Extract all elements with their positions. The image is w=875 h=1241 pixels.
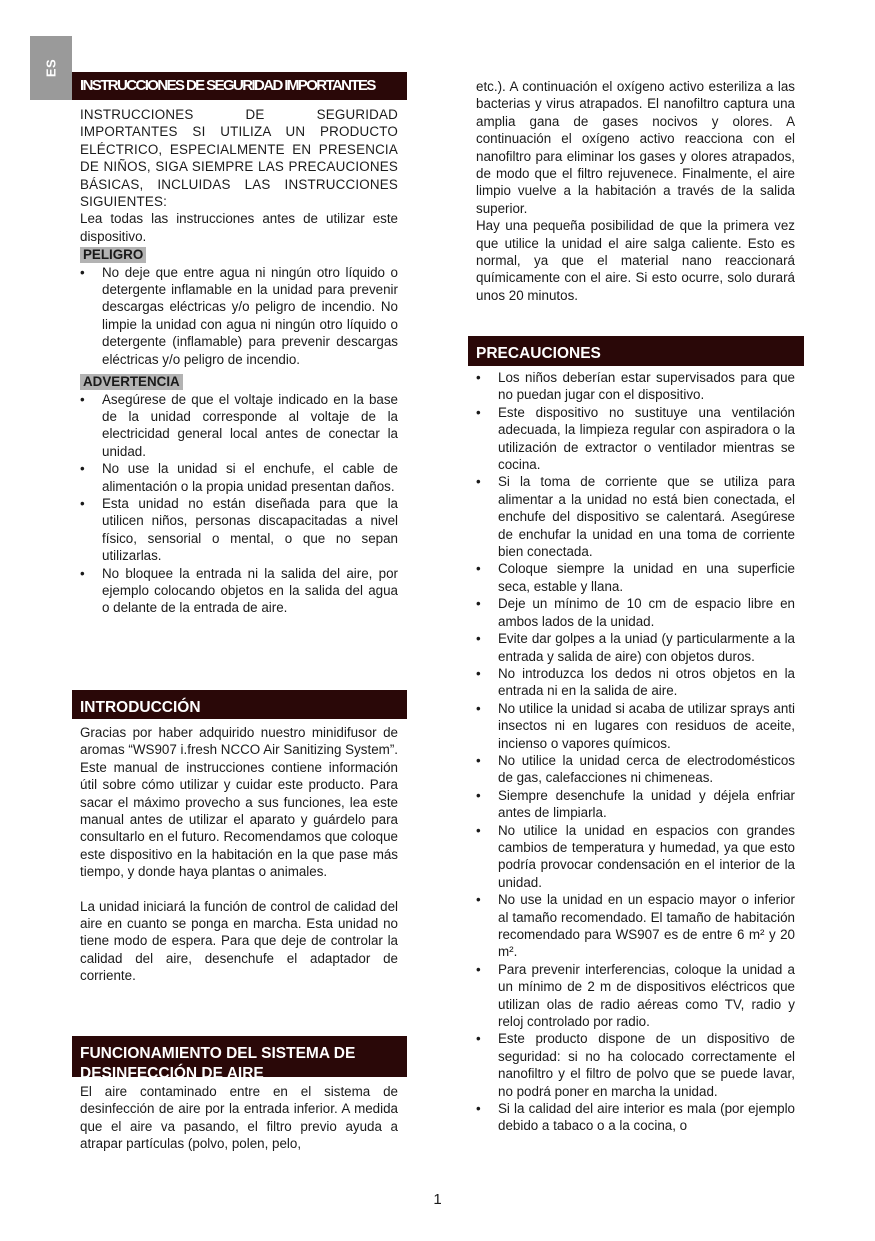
- danger-label: PELIGRO: [80, 247, 146, 263]
- safety-intro: INSTRUCCIONES DE SEGURIDAD IMPORTANTES SI UTILIZA UN PRODUCTO ELÉCTRICO, ESPECIALMENTE EN PRESENCIA DE NIÑOS, SIGA SIEMPRE LAS PRECAUCIONES BÁSICAS, INCLUIDAS LAS INSTRUCCIONES SIGUIENTES:: [80, 107, 398, 210]
- list-item: • No deje que entre agua ni ningún otro líquido o detergente inflamable en la unidad para prevenir descargas eléctricas y/o peligro de incendio. No limpie la unidad con agua ni ningún otro líquido o detergente (inflamable) para prevenir descargas eléctricas y/o peligro de incendio.: [80, 264, 398, 368]
- page-number: 1: [433, 1191, 442, 1208]
- precautions-heading: PRECAUCIONES: [468, 336, 804, 366]
- operation-paragraph-1-end: etc.). A continuación el oxígeno activo esteriliza a las bacterias y virus atrapados. El nanofiltro captura una amplia gana de gases nocivos y olores. A continuación el oxígeno activo reacciona con el nanofiltro para eliminar los gases y olores atrapados, de modo que el filtro rejuvenece. Finalmente, el aire limpio vuelve a la habitación a través de la salida superior.: [476, 79, 795, 216]
- precautions-section: [476, 369, 795, 1135]
- operation-section-start: [80, 1083, 398, 1153]
- list-item: • Evite dar golpes a la uniad (y particularmente a la entrada y salida de aire) con objetos duros.: [476, 630, 795, 665]
- list-item: • Si la calidad del aire interior es mala (por ejemplo debido a tabaco o a la cocina, o: [476, 1100, 795, 1135]
- list-item: • No utilice la unidad cerca de electrodomésticos de gas, calefacciones ni chimeneas.: [476, 752, 795, 787]
- safety-read-note: Lea todas las instrucciones antes de utilizar este dispositivo.: [80, 211, 398, 244]
- list-item: • Este dispositivo no sustituye una ventilación adecuada, la limpieza regular con aspiradora o la utilización de extractor o ventilador mientras se cocina.: [476, 404, 795, 474]
- list-item: • Los niños deberían estar supervisados para que no puedan jugar con el dispositivo.: [476, 369, 795, 404]
- list-item: • Coloque siempre la unidad en una superficie seca, estable y llana.: [476, 560, 795, 595]
- operation-section-continued: [476, 78, 795, 304]
- list-item: • No introduzca los dedos ni otros objetos en la entrada ni en la salida de aire.: [476, 665, 795, 700]
- introduction-section: [80, 724, 398, 985]
- introduction-paragraph-1: Gracias por haber adquirido nuestro minidifusor de aromas “WS907 i.fresh NCCO Air Sanitizing System”. Este manual de instrucciones contiene información útil sobre cómo utilizar y cuidar este producto. Para sacar el máximo provecho a sus funciones, lea este manual antes de utilizar el aparato y guárdelo para consultarlo en el futuro. Recomendamos que coloque este dispositivo en la habitación en la que pase más tiempo, y donde haya plantas o animales.: [80, 725, 398, 880]
- operation-heading: FUNCIONAMIENTO DEL SISTEMA DE DESINFECCIÓN DE AIRE: [72, 1036, 407, 1077]
- warning-list: [80, 391, 398, 617]
- warning-label: ADVERTENCIA: [80, 374, 183, 390]
- precautions-list: [476, 369, 795, 1135]
- list-item: • Deje un mínimo de 10 cm de espacio libre en ambos lados de la unidad.: [476, 595, 795, 630]
- language-tab: [30, 36, 72, 100]
- list-item: • Siempre desenchufe la unidad y déjela enfriar antes de limpiarla.: [476, 787, 795, 822]
- danger-list: [80, 264, 398, 368]
- introduction-paragraph-2: La unidad iniciará la función de control de calidad del aire en cuanto se ponga en marcha. Esta unidad no tiene modo de espera. Para que deje de controlar la calidad del aire, desenchufe el adaptador de corriente.: [80, 898, 398, 984]
- list-item: • Para prevenir interferencias, coloque la unidad a un mínimo de 2 m de dispositivos eléctricos que utilizan olas de radio aéreas como TV, radio y reloj controlado por radio.: [476, 961, 795, 1031]
- list-item: • No bloquee la entrada ni la salida del aire, por ejemplo colocando objetos en la salida del agua o delante de la entrada de aire.: [80, 565, 398, 617]
- safety-section: [80, 106, 398, 617]
- list-item: • Asegúrese de que el voltaje indicado en la base de la unidad corresponde al voltaje de la electricidad general local antes de conectar la unidad.: [80, 391, 398, 461]
- list-item: • Esta unidad no están diseñada para que la utilicen niños, personas discapacitadas a nivel físico, sensorial o mental, o que no sepan utilizarlas.: [80, 495, 398, 565]
- list-item: • Este producto dispone de un dispositivo de seguridad: si no ha colocado correctamente el nanofiltro y el filtro de polvo que se puede lavar, no podrá poner en marcha la unidad.: [476, 1030, 795, 1100]
- safety-heading: INSTRUCCIONES DE SEGURIDAD IMPORTANTES: [72, 72, 407, 100]
- language-code: ES: [43, 58, 59, 78]
- list-item: • No use la unidad en un espacio mayor o inferior al tamaño recomendado. El tamaño de habitación recomendado para WS907 es de entre 6 m² y 20 m².: [476, 891, 795, 961]
- list-item: • Si la toma de corriente que se utiliza para alimentar a la unidad no está bien conectada, el enchufe del dispositivo se calentará. Asegúrese de enchufar la unidad en una toma de corriente bien conectada.: [476, 473, 795, 560]
- list-item: • No utilice la unidad si acaba de utilizar sprays anti insectos ni en lugares con residuos de aceite, incienso o vapores químicos.: [476, 700, 795, 752]
- introduction-heading: INTRODUCCIÓN: [72, 690, 407, 719]
- operation-paragraph-1-start: El aire contaminado entre en el sistema de desinfección de aire por la entrada inferior. A medida que el aire va pasando, el filtro previo ayuda a atrapar partículas (polvo, polen, pelo,: [80, 1084, 398, 1152]
- operation-paragraph-2: Hay una pequeña posibilidad de que la primera vez que utilice la unidad el aire salga caliente. Esto es normal, ya que el material nano reaccionará químicamente con el aire. Si esto ocurre, solo durará unos 20 minutos.: [476, 218, 795, 303]
- list-item: • No utilice la unidad en espacios con grandes cambios de temperatura y humedad, ya que esto podría provocar condensación en el interior de la unidad.: [476, 822, 795, 892]
- list-item: • No use la unidad si el enchufe, el cable de alimentación o la propia unidad presentan daños.: [80, 460, 398, 495]
